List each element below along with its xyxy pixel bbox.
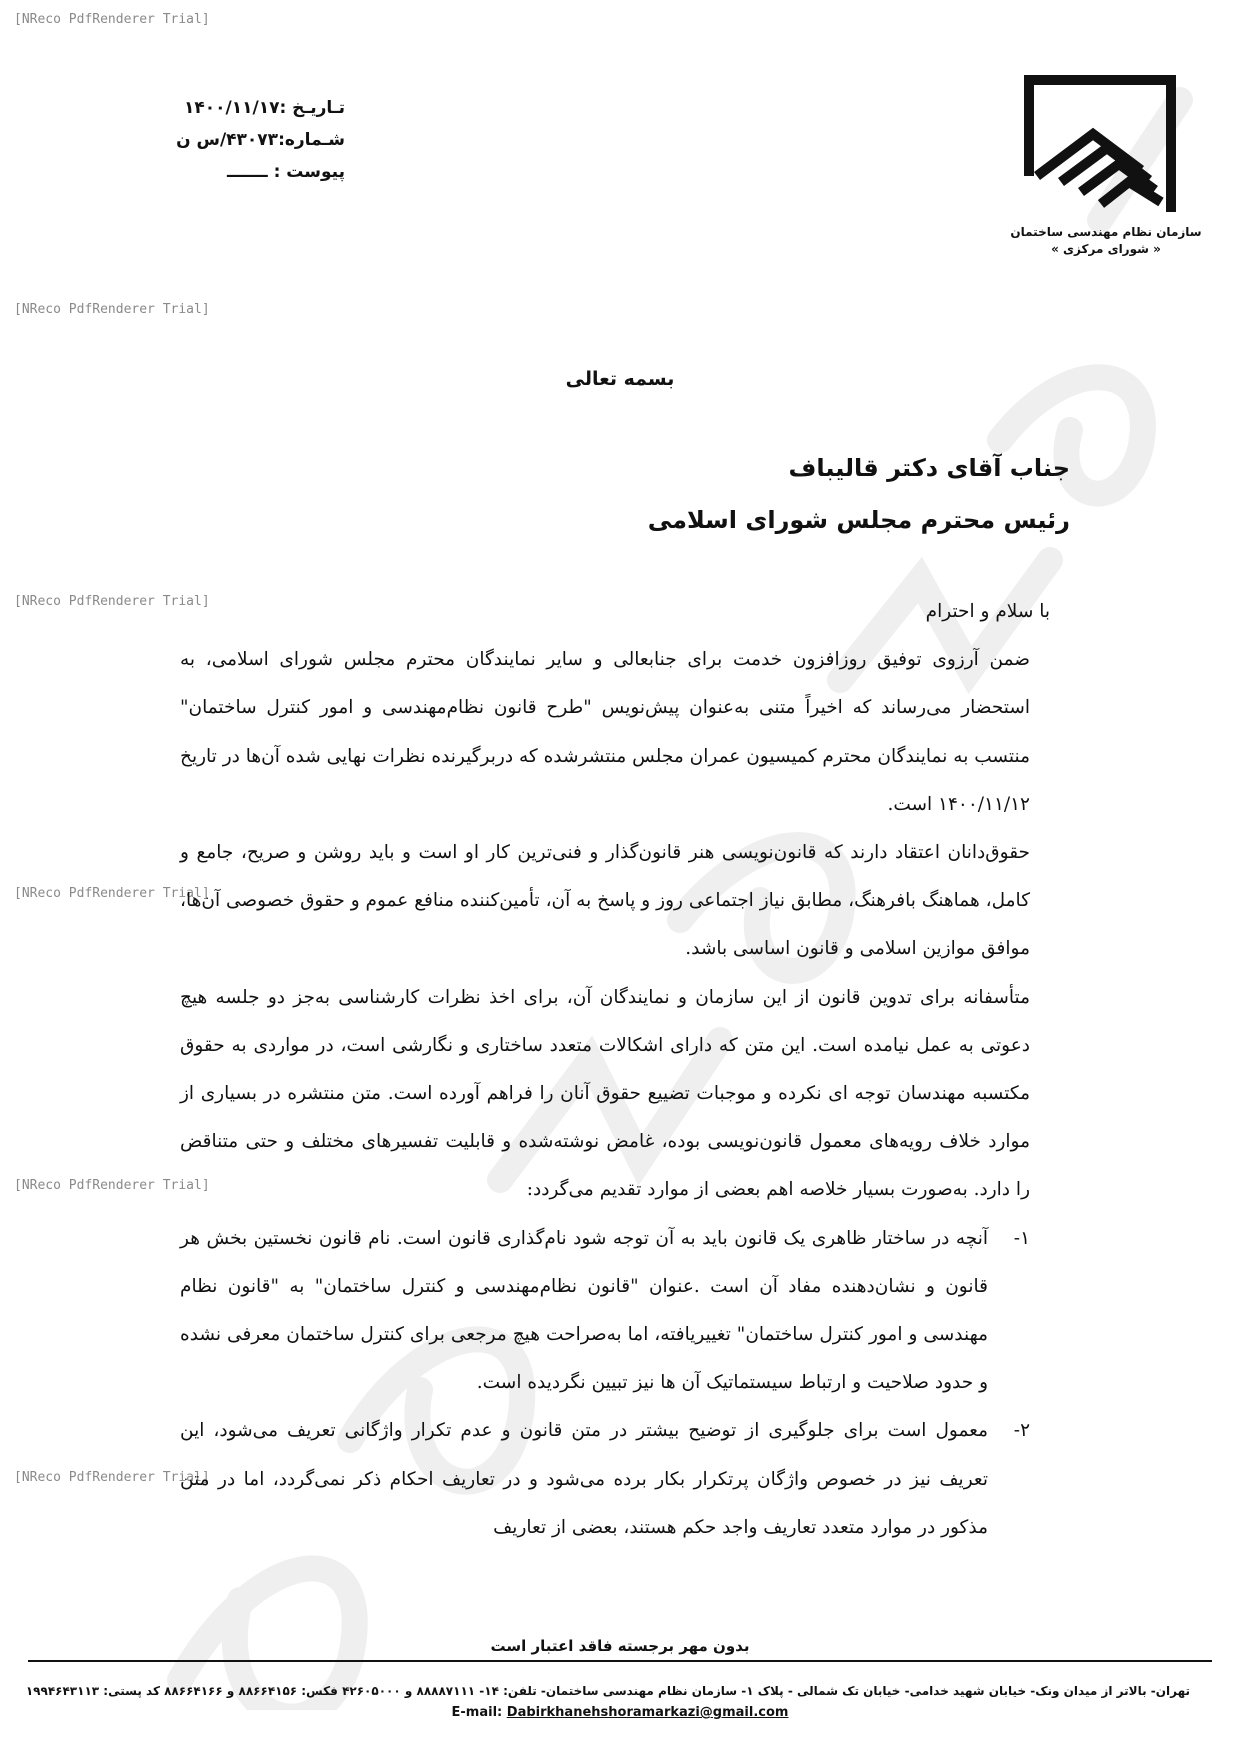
letter-date: تـاریـخ :۱۴۰۰/۱۱/۱۷ [184,98,345,118]
list-item-text: معمول است برای جلوگیری از توضیح بیشتر در متن قانون و عدم تکرار واژگانی تعریف می‌شود، این تعریف نیز در خصوص واژگان پرتکرار بکار برده می‌شود و در تعاریف احکام ذکر نمی‌گردد، اما در متن مذکور در موارد متعدد تعاریف واجد حکم هستند، بعضی از تعاریف [180,1420,988,1538]
paragraph-intro: ضمن آرزوی توفیق روزافزون خدمت برای جنابعالی و سایر نمایندگان محترم مجلس شورای اسلامی، به استحضار می‌رساند که اخیراً متنی به‌عنوان پیش‌نویس "طرح قانون نظام‌مهندسی و امور کنترل ساختمان" منتسب به نمایندگان محترم کمیسیون عمران مجلس منتشرشده که دربرگیرنده نظرات نهایی شده آن‌ها در تاریخ ۱۴۰۰/۱۱/۱۲ است. [180,649,1030,815]
letter-number: شـماره:۴۳۰۷۳/س ن [176,130,345,150]
issues-list [180,1215,1030,1552]
paragraph-lawmaking: حقوق‌دانان اعتقاد دارند که قانون‌نویسی هنر قانون‌گذار و فنی‌ترین کار او است و باید روشن و صریح، جامع و کامل، هماهنگ بافرهنگ، مطابق نیاز اجتماعی روز و پاسخ به آن، تأمین‌کننده منافع عموم و حقوق خصوصی آن‌ها، موافق موازین اسلامی و قانون اساسی باشد. [180,842,1030,960]
trial-watermark: [NReco PdfRenderer Trial] [14,594,210,609]
addressee-name: جناب آقای دکتر قالیباف [788,454,1070,482]
list-item-number: ۲- [1013,1420,1030,1442]
addressee-title: رئیس محترم مجلس شورای اسلامی [647,506,1070,534]
trial-watermark: [NReco PdfRenderer Trial] [14,1470,210,1485]
addressee [648,442,1070,546]
greeting: با سلام و احترام [925,601,1050,622]
letter-heading: بسمه تعالی [565,368,675,390]
building-logo-icon [1015,72,1185,220]
trial-watermark: [NReco PdfRenderer Trial] [14,302,210,317]
trial-watermark: [NReco PdfRenderer Trial] [14,886,210,901]
logo-caption [1010,224,1201,258]
logo-org-name: سازمان نظام مهندسی ساختمان [1010,225,1202,239]
logo-org-subtitle: « شورای مرکزی » [1051,242,1161,256]
trial-watermark: [NReco PdfRenderer Trial] [14,1178,210,1193]
stamp-validity-note: بدون مهر برجسته فاقد اعتبار است [490,1637,750,1655]
postal-address: تهران- بالاتر از میدان ونک- خیابان شهید خدامی- خیابان تک شمالی - پلاک ۱- سازمان نظام مهندسی ساختمان- تلفن: ۱۴- ۸۸۸۸۷۱۱۱ و ۴۲۶۰۵۰۰۰ فکس: ۸۸۶۶۴۱۵۶ و ۸۸۶۶۴۱۶۶ کد پستی: ۱۹۹۴۶۴۳۱۱۳ [25,1684,1190,1698]
list-item-text: آنچه در ساختار ظاهری یک قانون باید به آن توجه شود نام‌گذاری قانون است. نام قانون نخستین بخش هر قانون و نشان‌دهنده مفاد آن است .عنوان "قانون نظام‌مهندسی و کنترل ساختمان" به "قانون نظام مهندسی و امور کنترل ساختمان" تغییریافته، اما به‌صراحت هیچ مرجعی برای کنترل ساختمان معرفی نشده و حدود صلاحیت و ارتباط سیستماتیک آن ها نیز تبیین نگردیده است. [180,1227,988,1394]
letter-attachment: پیوست : ـــــــ [226,162,345,182]
list-item-number: ۱- [1013,1227,1030,1249]
organization-logo [1005,72,1202,258]
email-link[interactable]: Dabirkhanehshoramarkazi@gmail.com [506,1705,789,1720]
contact-email [0,1705,1240,1720]
letter-body [180,588,1050,1552]
footer-divider [28,1660,1212,1662]
list-item [180,1407,1030,1552]
list-item [180,1215,1030,1408]
trial-watermark: [NReco PdfRenderer Trial] [14,12,210,27]
email-label: E-mail: [451,1705,503,1720]
letter-meta [176,92,345,188]
paragraph-criticism: متأسفانه برای تدوین قانون از این سازمان و نمایندگان آن، برای اخذ نظرات کارشناسی به‌جز دو جلسه هیچ دعوتی به عمل نیامده است. این متن که دارای اشکالات متعدد ساختاری و نگارشی است، در مواردی به حقوق مکتسبه مهندسان توجه ای نکرده و موجبات تضییع حقوق آنان را فراهم آورده است. متن منتشره در بسیاری از موارد خلاف رویه‌های معمول قانون‌نویسی بوده، غامض نوشته‌شده و قابلیت تفسیرهای مختلف و حتی متناقض را دارد. به‌صورت بسیار خلاصه اهم بعضی از موارد تقدیم می‌گردد: [180,986,1030,1201]
